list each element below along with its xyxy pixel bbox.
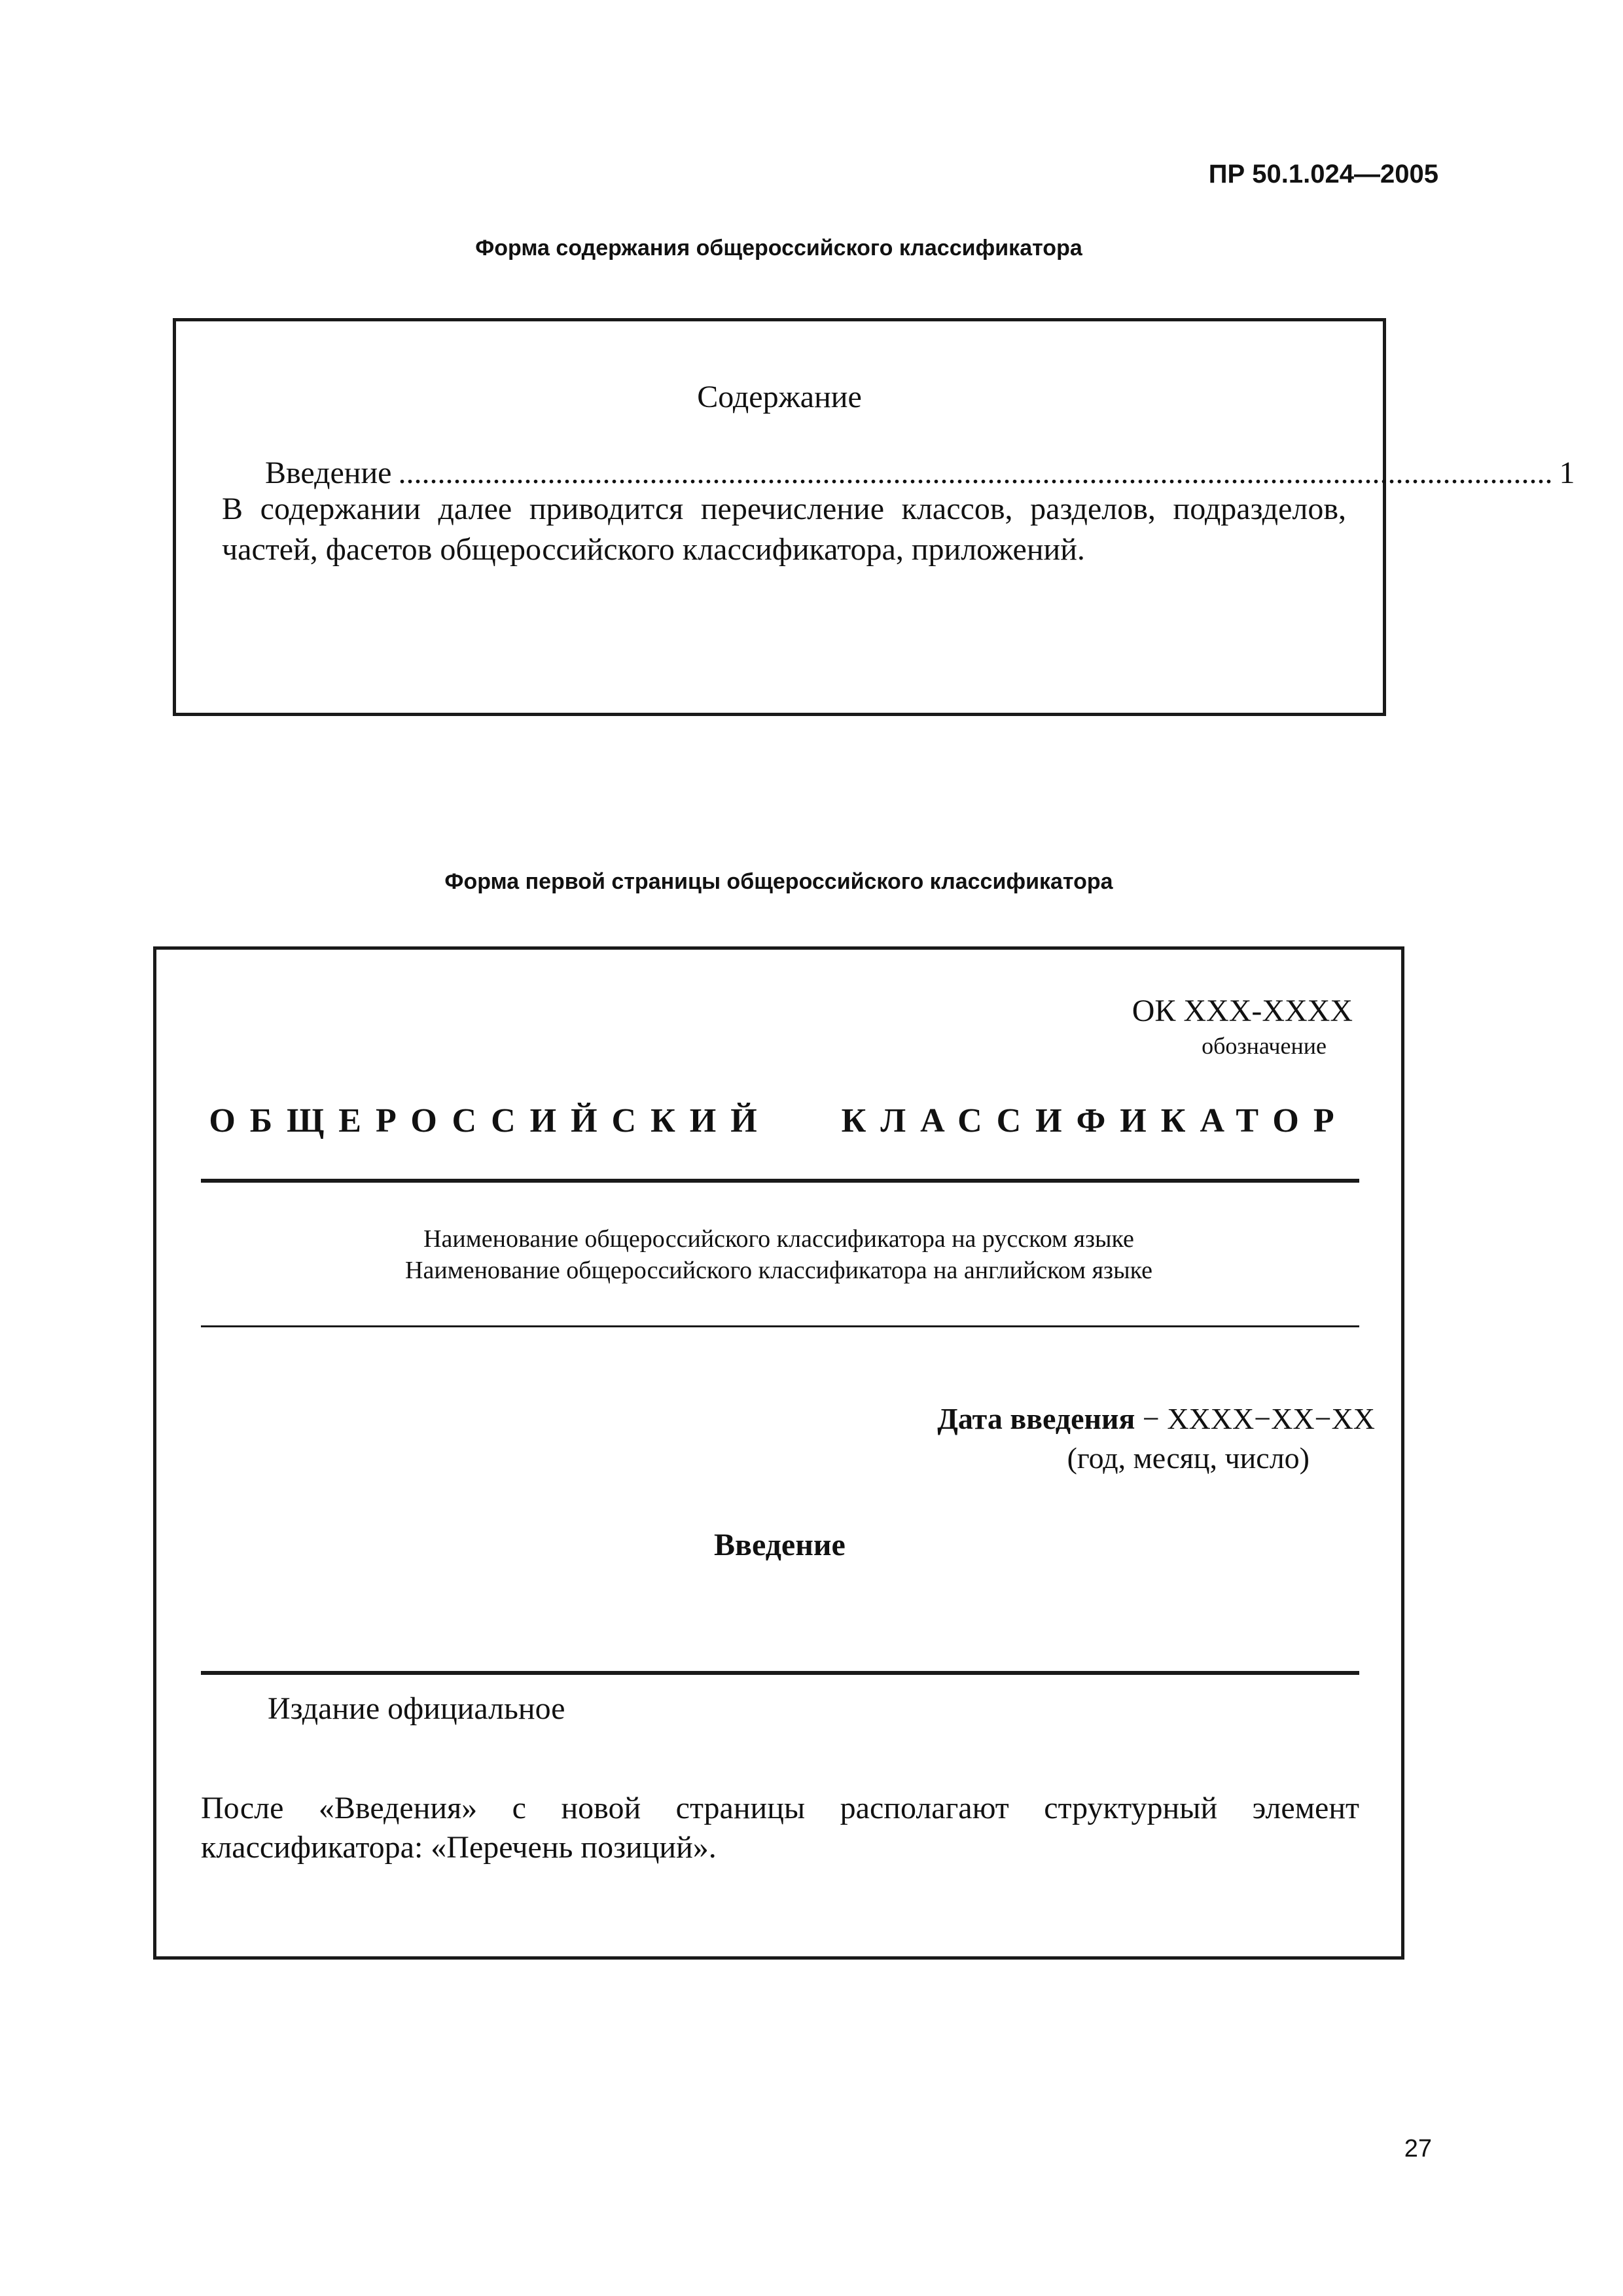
contents-title: Содержание — [697, 380, 862, 414]
contents-entry-label: Введение — [265, 456, 392, 490]
date-format-note: (год, месяц, число) — [1067, 1441, 1310, 1475]
page-number: 27 — [1404, 2135, 1432, 2162]
official-edition-label: Издание официальное — [268, 1691, 565, 1726]
first-page-form-caption: Форма первой страницы общероссийского классификатора — [444, 869, 1113, 894]
contents-form-caption: Форма содержания общероссийского классификатора — [475, 236, 1082, 260]
contents-entry-leader: ................................................................................................................................................... — [398, 456, 1553, 490]
classifier-name-russian: Наименование общероссийского классификатора на русском языке — [423, 1225, 1134, 1253]
contents-form-frame — [173, 318, 1575, 716]
after-introduction-text: После «Введения» с новой страницы располагают структурный элемент классификатора: «Перечень позиций». — [201, 1791, 1359, 1865]
first-page-form-frame — [153, 946, 1404, 1960]
contents-description: В содержании далее приводится перечисление классов, разделов, подразделов, частей, фасетов общероссийского классификатора, приложений. — [222, 492, 1346, 567]
title-divider — [201, 1179, 1359, 1183]
classifier-code-note: обозначение — [1202, 1033, 1327, 1059]
contents-entry — [265, 455, 1575, 491]
names-divider — [201, 1325, 1359, 1327]
contents-entry-page: 1 — [1559, 456, 1575, 490]
introduction-date — [937, 1401, 1375, 1436]
introduction-date-label: Дата введения — [937, 1402, 1135, 1435]
document-code: ПР 50.1.024—2005 — [1208, 160, 1438, 188]
introduction-heading: Введение — [714, 1528, 846, 1562]
introduction-date-value: − XXXX−XX−XX — [1135, 1402, 1375, 1435]
official-divider — [201, 1671, 1359, 1675]
classifier-title: ОБЩЕРОССИЙСКИЙ КЛАССИФИКАТОР — [209, 1102, 1349, 1139]
classifier-name-english: Наименование общероссийского классификатора на английском языке — [405, 1257, 1152, 1284]
classifier-code: ОК XXX-XXXX — [1132, 994, 1353, 1028]
